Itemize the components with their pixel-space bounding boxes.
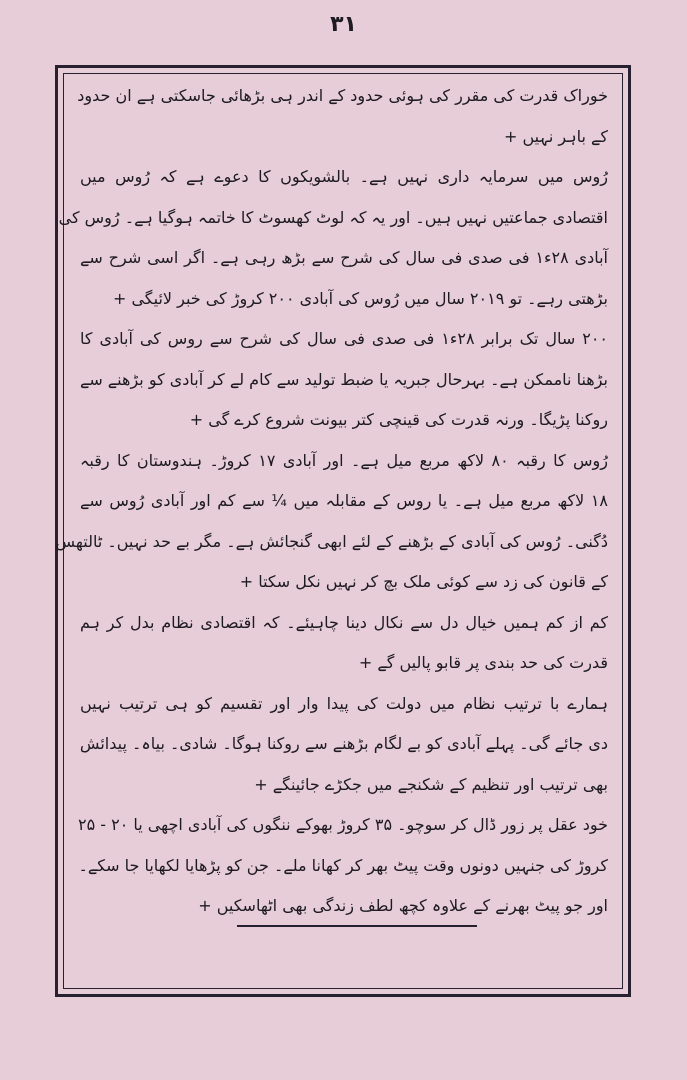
paragraph xyxy=(80,684,608,806)
text-line: کروڑ کی جنہیں دونوں وقت پیٹ بھر کر کھانا ملے۔ جن کو پڑھایا لکھایا جا سکے۔ xyxy=(78,855,608,875)
text-line: دُگنی۔ رُوس کی آبادی کے بڑھنے کے لئے ابھی گنجائش ہے۔ مگر بے حد نہیں۔ ٹالتھس xyxy=(55,531,608,551)
paragraph xyxy=(58,157,608,319)
text-line: خود عقل پر زور ڈال کر سوچو۔ ۳۵ کروڑ بھوکے ننگوں کی آبادی اچھی یا ۲۰ - ۲۵ xyxy=(77,815,608,834)
text-line: دی جائے گی۔ پہلے آبادی کو بے لگام بڑھنے سے روکنا ہوگا۔ شادی۔ بیاہ۔ پیدائش xyxy=(79,734,608,753)
paragraph xyxy=(80,603,608,684)
text-line: خوراک قدرت کی مقرر کی ہوئی حدود کے اندر ہی بڑھائی جاسکتی ہے ان حدود xyxy=(77,86,608,105)
text-line: آبادی ۲۸ء۱ فی صدی فی سال کی شرح سے بڑھ رہی ہے۔ اگر اسی شرح سے xyxy=(80,248,608,267)
paragraph xyxy=(77,76,608,157)
text-line: کے قانون کی زد سے کوئی ملک بچ کر نہیں نکل سکتا + xyxy=(239,572,608,591)
text-line: اور جو پیٹ بھرنے کے علاوہ کچھ لطف زندگی بھی اٹھاسکیں + xyxy=(198,896,608,915)
text-line: اقتصادی جماعتیں نہیں ہیں۔ اور یہ کہ لوٹ کھسوٹ کا خاتمہ ہوگیا ہے۔ رُوس کی xyxy=(58,207,608,227)
text-line: ۲۰۰ سال تک برابر ۲۸ء۱ فی صدی فی سال کی شرح سے روس کی آبادی کا xyxy=(80,329,608,348)
paragraph xyxy=(55,441,609,603)
text-line: رُوس میں سرمایہ داری نہیں ہے۔ بالشویکوں کا دعوے ہے کہ رُوس میں xyxy=(80,167,608,186)
text-line: بڑھتی رہے۔ تو ۲۰۱۹ سال میں رُوس کی آبادی ۲۰۰ کروڑ کی خبر لائیگی + xyxy=(112,288,608,308)
text-line: ۱۸ لاکھ مربع میل ہے۔ یا روس کے مقابلہ میں ¼ سے کم اور آبادی رُوس سے xyxy=(80,491,608,510)
text-line: قدرت کی حد بندی پر قابو پالیں گے + xyxy=(358,653,608,672)
text-line: بھی ترتیب اور تنظیم کے شکنجے میں جکڑے جائینگے + xyxy=(254,774,608,794)
text-body xyxy=(55,76,609,915)
page-number: ۳۱ xyxy=(330,12,357,37)
paragraph xyxy=(77,805,608,927)
text-line: ہمارے با ترتیب نظام میں دولت کی پیدا وار اور تقسیم کو ہی ترتیب نہیں xyxy=(80,693,608,713)
closing-rule xyxy=(237,925,477,927)
paragraph xyxy=(80,319,608,441)
text-line: کے باہر نہیں + xyxy=(503,126,608,146)
text-line: رُوس کا رقبہ ۸۰ لاکھ مربع میل ہے۔ اور آبادی ۱۷ کروڑ۔ ہندوستان کا رقبہ xyxy=(80,450,609,470)
text-line: کم از کم ہمیں خیال دل سے نکال دینا چاہیئے۔ کہ اقتصادی نظام بدل کر ہم xyxy=(80,612,608,632)
text-line: بڑھنا ناممکن ہے۔ بہرحال جبریہ یا ضبط تولید سے کام لے کر آبادی کو بڑھنے سے xyxy=(79,369,608,389)
text-line: روکنا پڑیگا۔ ورنہ قدرت کی قینچی کتر بیونت شروع کرے گی + xyxy=(189,410,608,429)
